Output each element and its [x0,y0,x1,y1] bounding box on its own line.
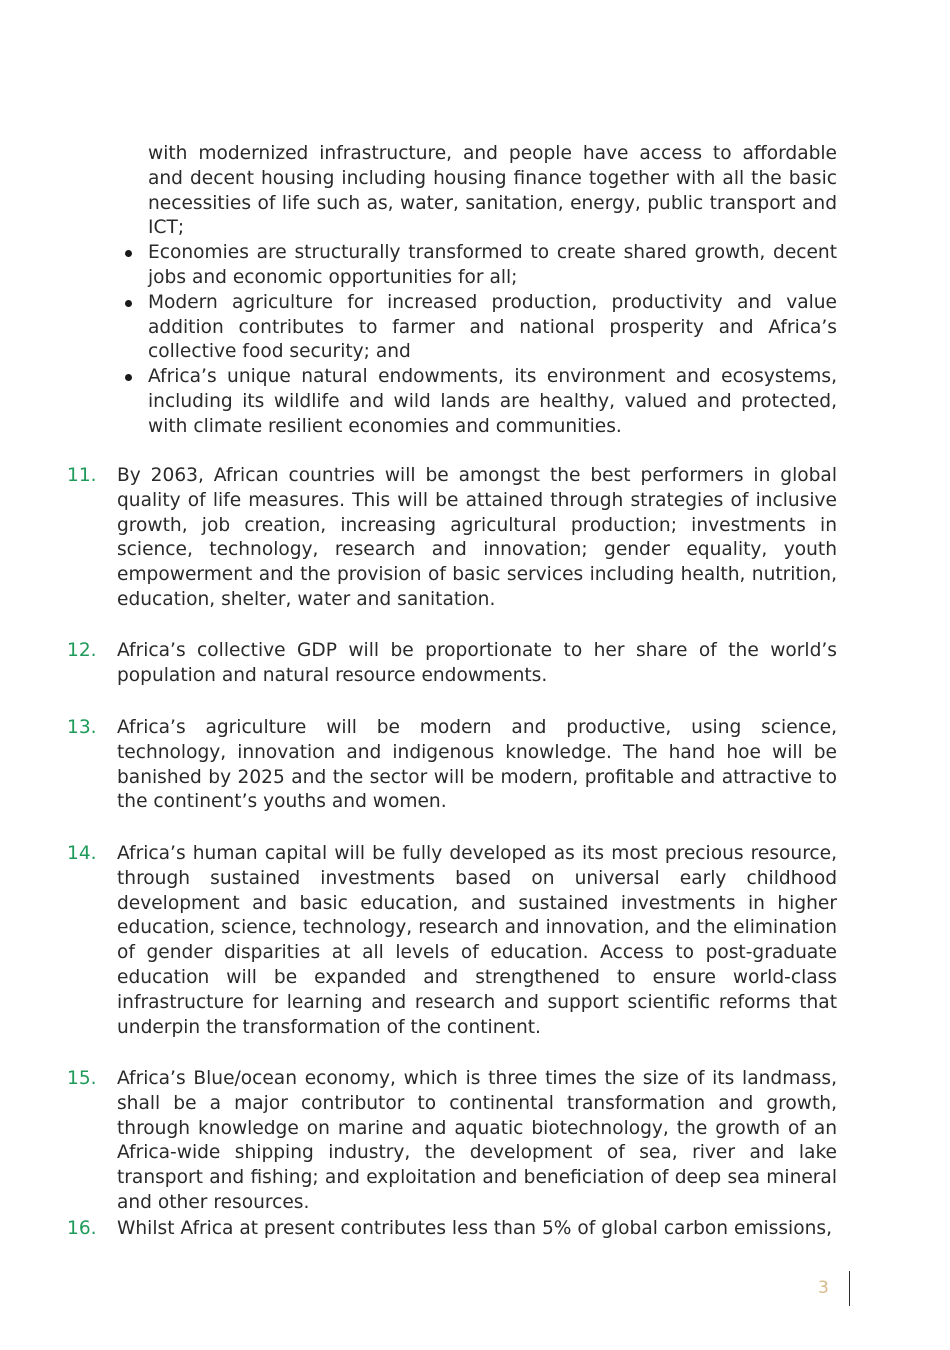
page-number: 3 [818,1278,829,1298]
paragraph-number: 12. [67,640,97,661]
paragraph-number: 14. [67,843,97,864]
paragraph-number: 15. [67,1068,97,1089]
paragraph-number: 16. [67,1218,97,1239]
bullet-list [148,142,837,440]
bullet-item: Modern agriculture for increased production, productivity and value addition contributes to farmer and national prosperity and Africa’s collective food security; and [148,291,837,365]
paragraph-text: Whilst Africa at present contributes less than 5% of global carbon emissions, [117,1218,832,1239]
paragraph-text: Africa’s collective GDP will be proportionate to her share of the world’s population and natural resource endowments. [117,640,837,686]
paragraph-12 [67,639,837,689]
paragraph-16 [67,1217,837,1242]
paragraph-number: 13. [67,717,97,738]
paragraph-text: By 2063, African countries will be amongst the best performers in global quality of life measures. This will be attained through strategies of inclusive growth, job creation, increasing agricultural production; investments in science, technology, research and innovation; gender equality, youth empowerment and the provision of basic services including health, nutrition, education, shelter, water and sanitation. [117,465,837,610]
paragraph-14 [67,842,837,1040]
bullet-item: Economies are structurally transformed to create shared growth, decent jobs and economic opportunities for all; [148,241,837,291]
paragraph-number: 11. [67,465,97,486]
bullet-item: Africa’s unique natural endowments, its environment and ecosystems, including its wildlife and wild lands are healthy, valued and protected, with climate resilient economies and communities. [148,365,837,439]
bullet-continuation: with modernized infrastructure, and people have access to affordable and decent housing including housing finance together with all the basic necessities of life such as, water, sanitation, energy, public transport and ICT; [148,143,837,239]
paragraph-text: Africa’s Blue/ocean economy, which is three times the size of its landmass, shall be a major contributor to continental transformation and growth, through knowledge on marine and aquatic biotechnology, the growth of an Africa-wide shipping industry, the development of sea, river and lake transport and fishing; and exploitation and beneficiation of deep sea mineral and other resources. [117,1068,837,1213]
paragraph-11 [67,464,837,613]
footer-divider [849,1271,850,1306]
paragraph-13 [67,716,837,815]
paragraph-15 [67,1067,837,1216]
paragraph-text: Africa’s agriculture will be modern and productive, using science, technology, innovation and indigenous knowledge. The hand hoe will be banished by 2025 and the sector will be modern, profitable and attractive to the continent’s youths and women. [117,717,837,813]
paragraph-text: Africa’s human capital will be fully developed as its most precious resource, through sustained investments based on universal early childhood development and basic education, and sustained investments in higher education, science, technology, research and innovation, and the elimination of gender disparities at all levels of education. Access to post-graduate education will be expanded and strengthened to ensure world-class infrastructure for learning and research and support scientific reforms that underpin the transformation of the continent. [117,843,837,1038]
